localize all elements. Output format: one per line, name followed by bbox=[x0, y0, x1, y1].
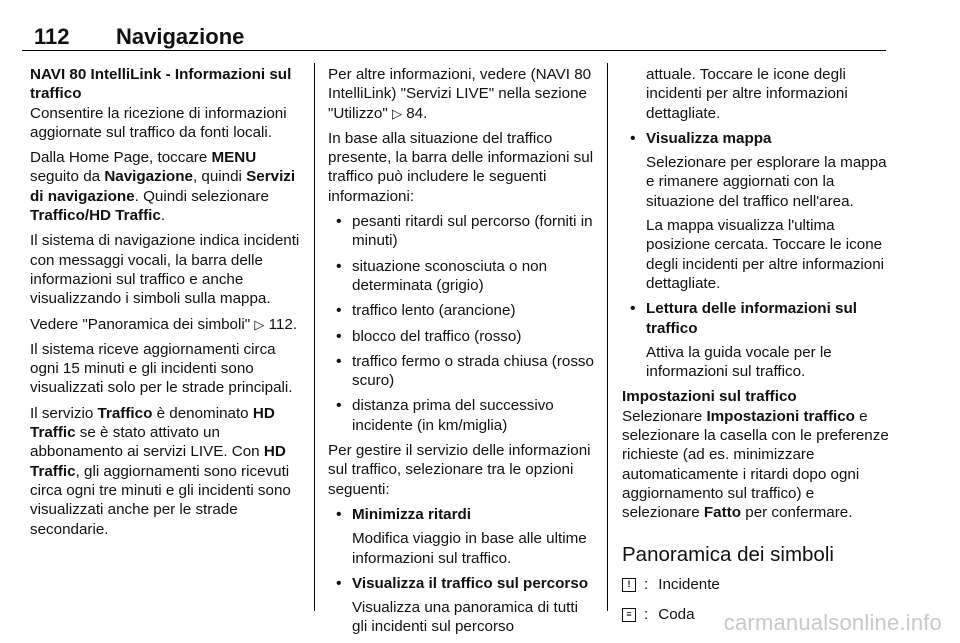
page-number: 112 bbox=[34, 24, 70, 49]
symbol-row bbox=[622, 574, 890, 596]
list-item: • Visualizza il traffico sul percorso Visualizza una panoramica di tutti gli incidenti sul percorso bbox=[328, 574, 596, 637]
column-divider-1 bbox=[314, 63, 315, 611]
list-item: • pesanti ritardi sul percorso (forniti in minuti) bbox=[328, 212, 596, 251]
paragraph: Selezionare Impostazioni traffico e selezionare la casella con le preferenze richieste (ad es. minimizzare automaticamente i ritardi dopo ogni aggiornamento sul traffico) e selezionare Fatto per confermare. bbox=[622, 407, 889, 522]
section-subtitle: Impostazioni sul traffico bbox=[622, 388, 797, 406]
queue-icon: ≡ bbox=[622, 608, 636, 622]
list-item: • Visualizza mappa Selezionare per esplorare la mappa e rimanere aggiornati con la situazione del traffico nell'area. La mappa visualizza l'ultima posizione cercata. Toccare le icone degli incidenti per altre informazioni dettagliate. bbox=[622, 129, 890, 293]
column-3 bbox=[622, 65, 890, 634]
section-heading: Panoramica dei simboli bbox=[622, 542, 834, 566]
paragraph: Per altre informazioni, vedere (NAVI 80 IntelliLink) "Servizi LIVE" nella sezione "Utilizzo" ▷ 84. bbox=[328, 66, 592, 122]
column-divider-2 bbox=[607, 63, 608, 611]
watermark: carmanualsonline.info bbox=[723, 610, 942, 635]
header-rule bbox=[22, 50, 886, 51]
paragraph: Per gestire il servizio delle informazioni sul traffico, selezionare tra le opzioni seguenti: bbox=[328, 442, 591, 498]
separator: : bbox=[644, 576, 649, 594]
list-item: • Minimizza ritardi Modifica viaggio in base alle ultime informazioni sul traffico. bbox=[328, 505, 596, 568]
paragraph: Il servizio Traffico è denominato HD Traffic se è stato attivato un abbonamento ai servizi LIVE. Con HD Traffic, gli aggiornamenti sono ricevuti circa ogni tre minuti e gli incidenti sono visualizzati anche per le strade secondarie. bbox=[30, 404, 291, 538]
symbol-label: Coda bbox=[658, 606, 695, 624]
incident-icon: ! bbox=[622, 578, 636, 592]
paragraph: Dalla Home Page, toccare MENU seguito da Navigazione, quindi Servizi di navigazione. Quindi selezionare Traffico/HD Traffic. bbox=[30, 149, 296, 225]
page-ref-arrow-icon: ▷ bbox=[391, 105, 402, 121]
paragraph: Il sistema riceve aggiornamenti circa ogni 15 minuti e gli incidenti sono visualizzati solo per le strade principali. bbox=[30, 340, 293, 397]
list-item: • traffico lento (arancione) bbox=[328, 301, 596, 320]
paragraph: attuale. Toccare le icone degli incidenti per altre informazioni dettagliate. bbox=[646, 66, 848, 122]
option-list bbox=[622, 129, 890, 382]
column-2 bbox=[328, 65, 596, 643]
symbol-label: Incidente bbox=[658, 576, 720, 594]
paragraph: Vedere "Panoramica dei simboli" ▷ 112. bbox=[30, 315, 298, 333]
option-list bbox=[328, 505, 596, 637]
separator: : bbox=[644, 606, 649, 624]
list-item: • blocco del traffico (rosso) bbox=[328, 327, 596, 346]
column-1 bbox=[30, 65, 302, 545]
list-item: • distanza prima del successivo incidente (in km/miglia) bbox=[328, 396, 596, 435]
paragraph: Il sistema di navigazione indica incidenti con messaggi vocali, la barra delle informazioni sul traffico e anche visualizzando i simboli sulla mappa. bbox=[30, 232, 300, 308]
paragraph: Consentire la ricezione di informazioni aggiornate sul traffico da fonti locali. bbox=[30, 104, 287, 141]
section-subtitle: NAVI 80 IntelliLink - Informazioni sul traffico bbox=[30, 66, 292, 103]
page-ref-arrow-icon: ▷ bbox=[254, 316, 265, 332]
list-item: • traffico fermo o strada chiusa (rosso scuro) bbox=[328, 352, 596, 391]
list-item: • Lettura delle informazioni sul traffico Attiva la guida vocale per le informazioni sul traffico. bbox=[622, 299, 890, 381]
bullet-list bbox=[328, 212, 596, 435]
chapter-title: Navigazione bbox=[116, 24, 245, 49]
list-item: • situazione sconosciuta o non determinata (grigio) bbox=[328, 257, 596, 296]
paragraph: In base alla situazione del traffico presente, la barra delle informazioni sul traffico può includere le seguenti informazioni: bbox=[328, 129, 594, 205]
